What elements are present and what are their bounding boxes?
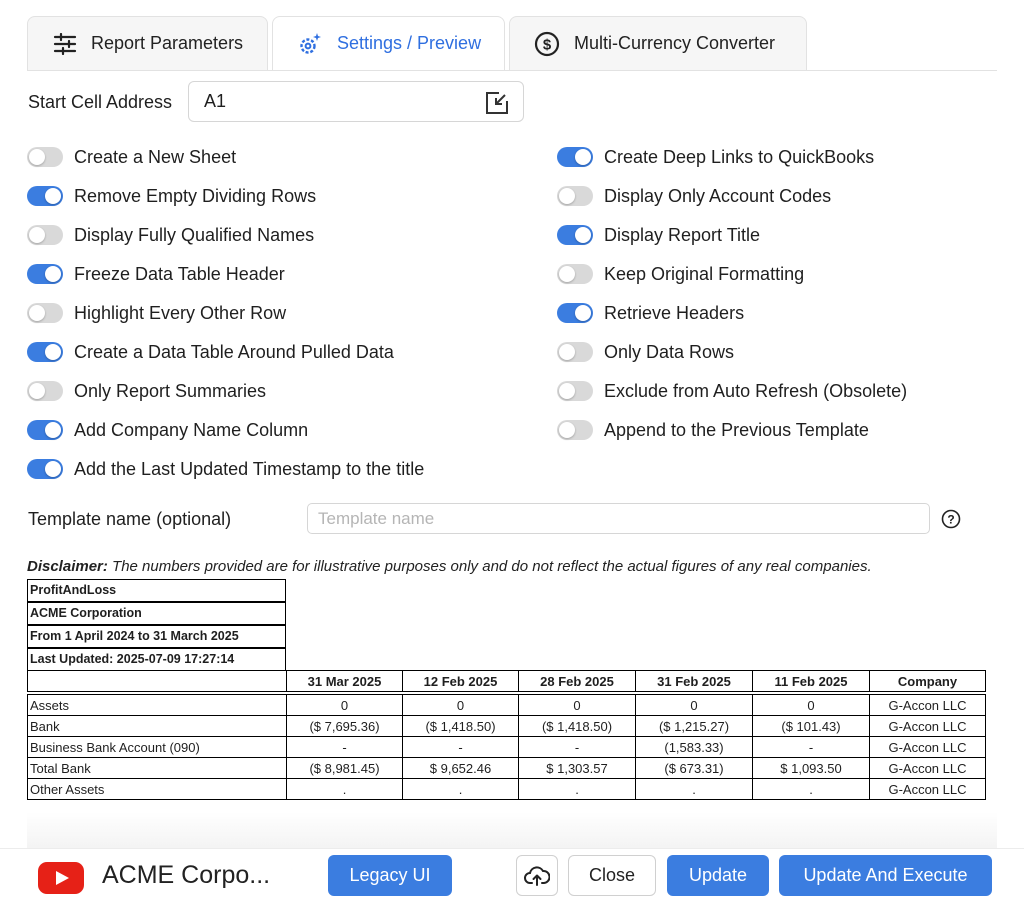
table-cell: - [287,737,403,758]
option-label: Display Only Account Codes [604,185,832,206]
table-row [28,779,986,800]
svg-text:$: $ [542,36,552,53]
help-icon[interactable] [941,509,961,529]
start-cell-value: A1 [204,91,227,111]
table-cell: 0 [519,695,636,716]
option-label: Display Fully Qualified Names [74,224,315,245]
table-cell: . [636,779,753,800]
update-and-execute-button[interactable]: Update And Execute [779,855,992,896]
toggle-switch[interactable] [557,186,593,206]
table-header-cell: 12 Feb 2025 [403,671,519,692]
table-cell: 0 [636,695,753,716]
table-cell: ($ 1,418.50) [519,716,636,737]
table-cell: - [519,737,636,758]
toggle-switch[interactable] [27,303,63,323]
table-cell: ($ 1,215.27) [636,716,753,737]
option-display-only-account-codes[interactable] [557,185,831,207]
svg-text:?: ? [947,512,955,527]
table-cell: - [753,737,870,758]
toggle-switch[interactable] [557,147,593,167]
option-keep-original-formatting[interactable] [557,263,804,285]
option-only-report-summaries[interactable] [27,380,266,402]
table-row [28,737,986,758]
table-cell: 0 [287,695,403,716]
tab-label: Multi-Currency Converter [574,33,776,53]
row-label: Total Bank [28,758,287,779]
table-cell: ($ 673.31) [636,758,753,779]
toggle-switch[interactable] [557,381,593,401]
option-create-deep-links[interactable] [557,146,874,168]
table-header-cell: Company [870,671,986,692]
row-label: Bank [28,716,287,737]
cloud-upload-button[interactable] [516,855,558,896]
toggle-switch[interactable] [27,264,63,284]
table-cell: G-Accon LLC [870,716,986,737]
option-label: Freeze Data Table Header [74,263,285,284]
disclaimer [27,558,872,575]
report-header-type: ProfitAndLoss [27,579,286,602]
table-cell: ($ 7,695.36) [287,716,403,737]
tab-label: Report Parameters [91,33,244,53]
option-label: Keep Original Formatting [604,263,805,284]
tab-divider [27,70,997,71]
gear-sparkle-icon [297,31,323,57]
table-header-cell: 28 Feb 2025 [519,671,636,692]
toggle-switch[interactable] [557,225,593,245]
update-button[interactable]: Update [667,855,769,896]
toggle-switch[interactable] [557,303,593,323]
row-label: Business Bank Account (090) [28,737,287,758]
table-row [28,695,986,716]
option-label: Remove Empty Dividing Rows [74,185,317,206]
table-header-cell: 31 Mar 2025 [287,671,403,692]
cloud-upload-icon [524,865,550,887]
table-row [28,758,986,779]
table-cell: . [753,779,870,800]
cell-picker-icon[interactable] [485,91,509,115]
option-label: Add the Last Updated Timestamp to the title [74,458,425,479]
table-cell: ($ 101.43) [753,716,870,737]
table-cell: . [519,779,636,800]
option-only-data-rows[interactable] [557,341,734,363]
row-label: Other Assets [28,779,287,800]
option-create-new-sheet[interactable] [27,146,236,168]
table-cell: G-Accon LLC [870,695,986,716]
table-header-cell: 31 Feb 2025 [636,671,753,692]
table-header-cell: 11 Feb 2025 [753,671,870,692]
table-cell: . [287,779,403,800]
table-cell: 0 [753,695,870,716]
table-cell: (1,583.33) [636,737,753,758]
toggle-switch[interactable] [27,342,63,362]
option-freeze-data-table-header[interactable] [27,263,285,285]
table-cell: - [403,737,519,758]
option-label: Exclude from Auto Refresh (Obsolete) [604,380,908,401]
option-display-fully-qualified-names[interactable] [27,224,314,246]
table-row [28,716,986,737]
table-cell: 0 [403,695,519,716]
table-cell: G-Accon LLC [870,779,986,800]
toggle-switch[interactable] [27,147,63,167]
option-label: Create a Data Table Around Pulled Data [74,341,394,362]
table-header-row [28,671,986,692]
option-label: Create a New Sheet [74,146,237,167]
report-preview-table [27,670,986,800]
toggle-switch[interactable] [27,459,63,479]
option-add-last-updated-timestamp[interactable] [27,458,424,480]
table-cell: ($ 1,418.50) [403,716,519,737]
toggle-switch[interactable] [27,381,63,401]
option-display-report-title[interactable] [557,224,760,246]
report-header-period: From 1 April 2024 to 31 March 2025 [27,625,286,648]
option-highlight-every-other-row[interactable] [27,302,286,324]
table-cell: ($ 8,981.45) [287,758,403,779]
option-exclude-from-auto-refresh[interactable] [557,380,907,402]
report-header-company: ACME Corporation [27,602,286,625]
option-label: Append to the Previous Template [604,419,869,440]
toggle-switch[interactable] [557,342,593,362]
toggle-switch[interactable] [27,225,63,245]
tab-multi-currency-converter[interactable] [509,16,807,70]
option-label: Create Deep Links to QuickBooks [604,146,875,167]
table-cell: $ 1,303.57 [519,758,636,779]
table-cell: $ 9,652.46 [403,758,519,779]
tab-label: Settings / Preview [337,33,482,53]
preview-fade [27,812,997,850]
dollar-circle-icon [534,31,560,57]
table-cell: G-Accon LLC [870,758,986,779]
sliders-icon [53,33,77,55]
template-name-input[interactable] [307,503,930,534]
option-remove-empty-dividing-rows[interactable] [27,185,316,207]
tab-settings-preview[interactable] [272,16,505,70]
option-label: Retrieve Headers [604,302,745,323]
tab-report-parameters[interactable] [27,16,268,70]
option-retrieve-headers[interactable] [557,302,744,324]
option-label: Only Data Rows [604,341,735,362]
table-cell: $ 1,093.50 [753,758,870,779]
table-cell: . [403,779,519,800]
toggle-switch[interactable] [557,420,593,440]
option-label: Highlight Every Other Row [74,302,287,323]
close-button[interactable]: Close [568,855,656,896]
table-header-cell [28,671,287,692]
template-name-label: Template name (optional) [28,509,232,529]
youtube-icon[interactable] [38,862,84,894]
option-label: Only Report Summaries [74,380,267,401]
disclaimer-label: Disclaimer: [27,558,108,575]
option-label: Add Company Name Column [74,419,309,440]
start-cell-input[interactable] [188,81,524,122]
start-cell-label: Start Cell Address [28,92,173,112]
legacy-ui-button[interactable]: Legacy UI [328,855,452,896]
row-label: Assets [28,695,287,716]
toggle-switch[interactable] [27,420,63,440]
company-name: ACME Corpo... [102,861,271,889]
option-label: Display Report Title [604,224,761,245]
report-header-updated: Last Updated: 2025-07-09 17:27:14 [27,648,286,671]
option-add-company-name-column[interactable] [27,419,308,441]
toggle-switch[interactable] [27,186,63,206]
option-create-data-table[interactable] [27,341,394,363]
option-append-to-previous-template[interactable] [557,419,869,441]
table-cell: G-Accon LLC [870,737,986,758]
toggle-switch[interactable] [557,264,593,284]
disclaimer-text: The numbers provided are for illustrative purposes only and do not reflect the actual figures of any real companies. [107,558,872,575]
